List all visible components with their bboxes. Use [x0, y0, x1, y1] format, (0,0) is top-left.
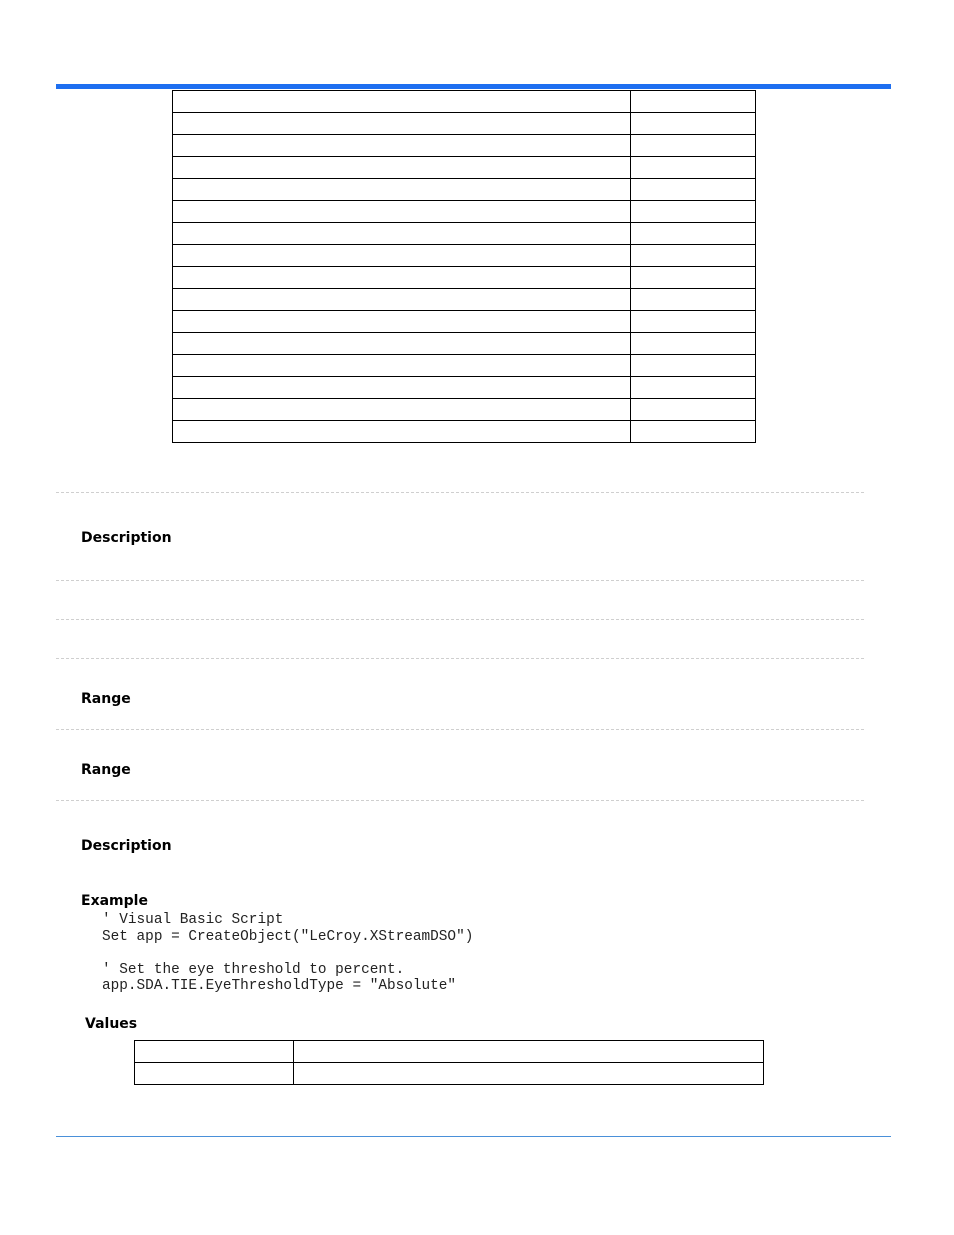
- table-cell: [173, 267, 631, 289]
- table-row: [173, 135, 756, 157]
- table-cell: [631, 223, 756, 245]
- table-cell: [631, 355, 756, 377]
- table-cell: [631, 421, 756, 443]
- table-cell: [173, 333, 631, 355]
- code-line: ' Visual Basic Script: [102, 912, 284, 928]
- table-row: [173, 289, 756, 311]
- table-row: [135, 1063, 764, 1085]
- table-row: [173, 91, 756, 113]
- table-cell: [173, 201, 631, 223]
- code-line: app.SDA.TIE.EyeThresholdType = "Absolute": [102, 978, 457, 994]
- section-separator: [56, 619, 864, 620]
- table-cell: [631, 311, 756, 333]
- table-row: [173, 113, 756, 135]
- table-cell: [173, 91, 631, 113]
- table-row: [173, 179, 756, 201]
- table-row: [173, 421, 756, 443]
- table-cell: [173, 421, 631, 443]
- table-cell: [631, 113, 756, 135]
- table-cell: [631, 179, 756, 201]
- table-cell: [173, 399, 631, 421]
- table-cell: [294, 1063, 764, 1085]
- example-code-block: [102, 912, 473, 995]
- table-row: [173, 355, 756, 377]
- table-cell: [631, 91, 756, 113]
- table-row: [173, 223, 756, 245]
- section-separator: [56, 729, 864, 730]
- table-cell: [173, 355, 631, 377]
- table-row: [173, 333, 756, 355]
- properties-table: [172, 90, 756, 443]
- table-row: [173, 267, 756, 289]
- table-row: [173, 245, 756, 267]
- code-line: ' Set the eye threshold to percent.: [102, 961, 405, 978]
- table-cell: [135, 1041, 294, 1063]
- values-table: [134, 1040, 764, 1085]
- table-cell: [631, 201, 756, 223]
- table-cell: [631, 245, 756, 267]
- range-heading: Range: [81, 691, 131, 707]
- table-cell: [135, 1063, 294, 1085]
- table-cell: [173, 377, 631, 399]
- table-row: [135, 1041, 764, 1063]
- table-cell: [631, 377, 756, 399]
- table-row: [173, 157, 756, 179]
- table-cell: [631, 289, 756, 311]
- footer-rule: [56, 1136, 891, 1137]
- section-separator: [56, 800, 864, 801]
- description-heading: Description: [81, 530, 172, 546]
- table-cell: [294, 1041, 764, 1063]
- range-heading: Range: [81, 762, 131, 778]
- table-cell: [631, 267, 756, 289]
- table-cell: [631, 399, 756, 421]
- section-separator: [56, 580, 864, 581]
- table-row: [173, 377, 756, 399]
- example-heading: Example: [81, 893, 148, 909]
- table-cell: [631, 157, 756, 179]
- table-cell: [173, 179, 631, 201]
- table-cell: [173, 135, 631, 157]
- description-heading: Description: [81, 838, 172, 854]
- code-line: Set app = CreateObject("LeCroy.XStreamDSO"): [102, 928, 474, 945]
- table-cell: [631, 135, 756, 157]
- table-cell: [173, 157, 631, 179]
- values-heading: Values: [85, 1016, 138, 1032]
- table-row: [173, 201, 756, 223]
- table-row: [173, 311, 756, 333]
- section-separator: [56, 658, 864, 659]
- table-cell: [173, 245, 631, 267]
- header-accent-bar: [56, 84, 891, 89]
- table-row: [173, 399, 756, 421]
- table-cell: [173, 289, 631, 311]
- section-separator: [56, 492, 864, 493]
- table-cell: [631, 333, 756, 355]
- table-cell: [173, 113, 631, 135]
- table-cell: [173, 311, 631, 333]
- table-cell: [173, 223, 631, 245]
